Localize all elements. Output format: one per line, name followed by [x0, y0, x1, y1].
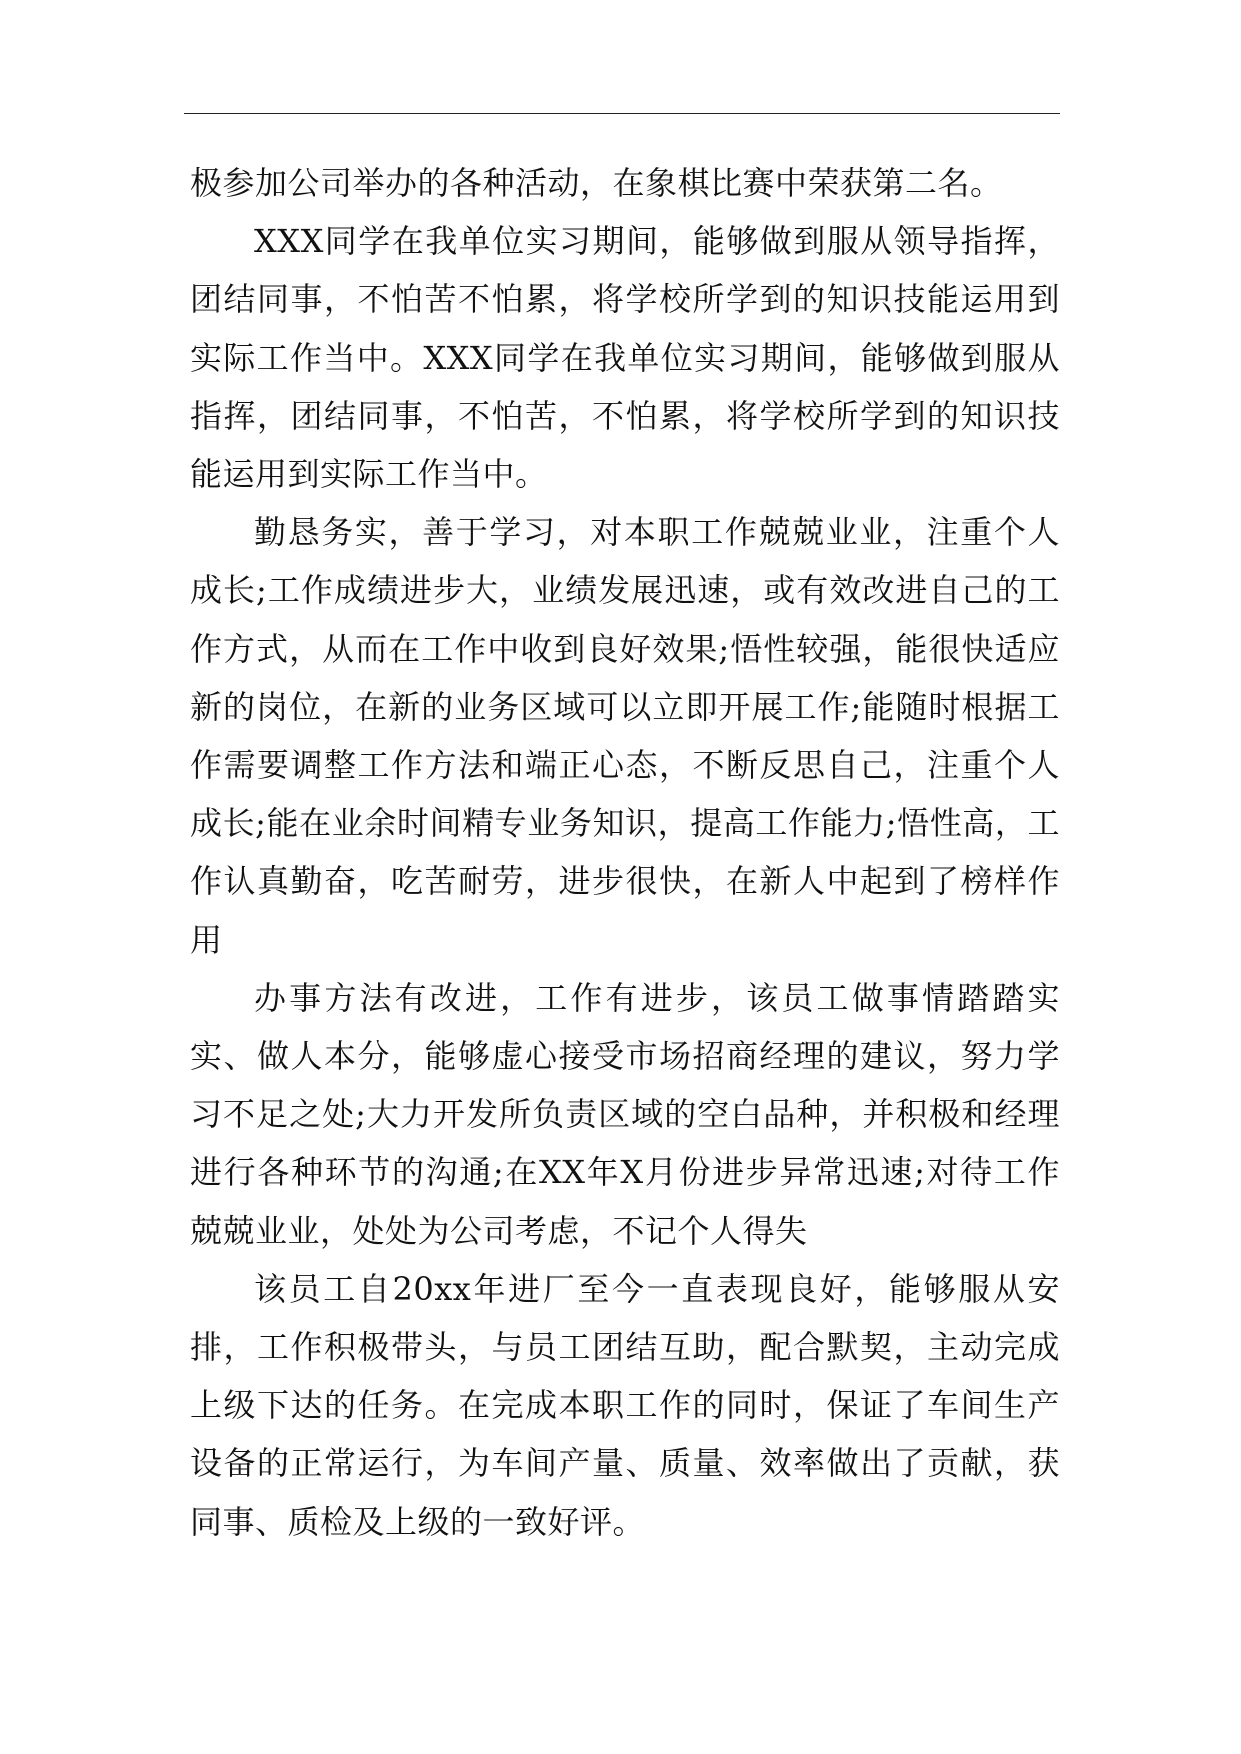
paragraph-employee-performance: 该员工自20xx年进厂至今一直表现良好，能够服从安排，工作积极带头，与员工团结互助，配合默契，主动完成上级下达的任务。在完成本职工作的同时，保证了车间生产设备的正常运行，为车间产量、质量、效率做出了贡献，获同事、质检及上级的一致好评。 — [190, 1269, 1060, 1541]
paragraph-diligence: 勤恳务实，善于学习，对本职工作兢兢业业，注重个人成长;工作成绩进步大，业绩发展迅速，或有效改进自己的工作方式，从而在工作中收到良好效果;悟性较强，能很快适应新的岗位，在新的业务区域可以立即开展工作;能随时根据工作需要调整工作方法和端正心态，不断反思自己，注重个人成长;能在业余时间精专业务知识，提高工作能力;悟性高，工作认真勤奋，吃苦耐劳，进步很快，在新人中起到了榜样作用 — [190, 513, 1060, 959]
document-body — [190, 154, 1060, 1551]
paragraph-continuation: 极参加公司举办的各种活动，在象棋比赛中荣获第二名。 — [190, 164, 1003, 202]
paragraph-internship-evaluation: XXX同学在我单位实习期间，能够做到服从领导指挥，团结同事，不怕苦不怕累，将学校所学到的知识技能运用到实际工作当中。XXX同学在我单位实习期间，能够做到服从指挥，团结同事，不怕苦，不怕累，将学校所学到的知识技能运用到实际工作当中。 — [190, 222, 1060, 494]
paragraph-improvement: 办事方法有改进，工作有进步，该员工做事情踏踏实实、做人本分，能够虚心接受市场招商经理的建议，努力学习不足之处;大力开发所负责区域的空白品种，并积极和经理进行各种环节的沟通;在XX年X月份进步异常迅速;对待工作兢兢业业，处处为公司考虑，不记个人得失 — [190, 978, 1060, 1250]
header-rule — [184, 113, 1060, 114]
